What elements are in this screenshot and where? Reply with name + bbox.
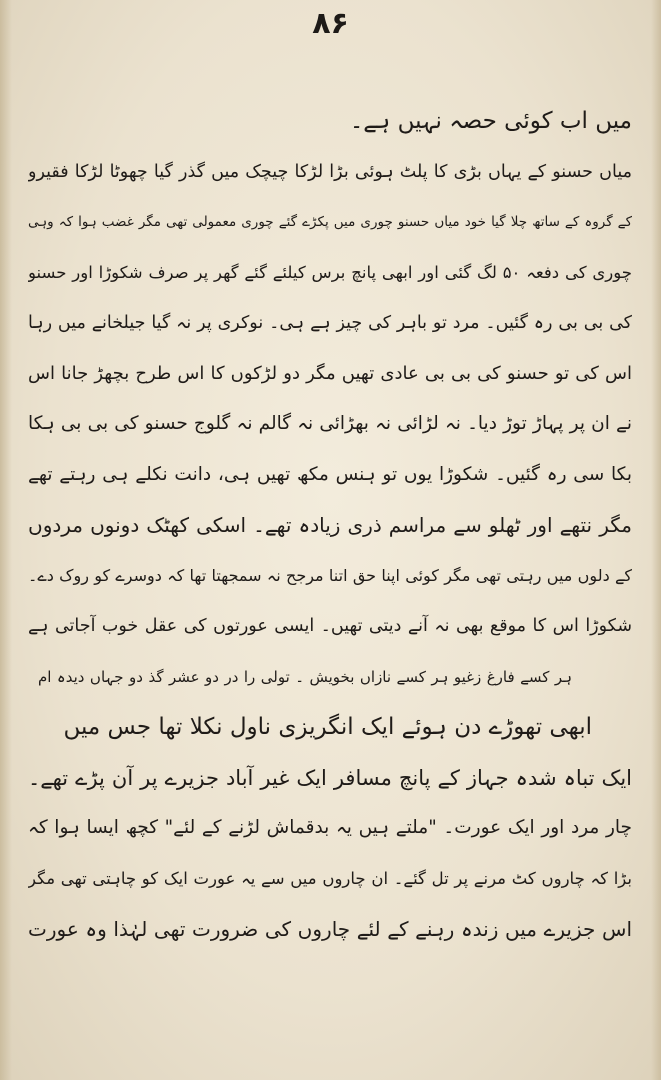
text-line: میاں حسنو کے یہاں بڑی کا پلٹ ہوئی بڑا لڑکا چیچک میں گذر گیا چھوٹا لڑکا فقیرو [28,161,632,182]
text-line: کی بی بی رہ گئیں۔ مرد تو باہر کی چیز ہے ہی۔ نوکری پر نہ گیا جیلخانے میں رہا [28,313,632,333]
text-line: شکوڑا اس کا موقع بھی نہ آنے دیتی تھیں۔ ایسی عورتوں کی عقل خوب آجاتی ہے [28,616,632,636]
text-line: ایک تباہ شدہ جہاز کے پانچ مسافر ایک غیر آباد جزیرے پر آن پڑے تھے۔ [28,765,632,790]
page-number: ۸۶ [312,6,349,41]
urdu-text-block [28,96,632,955]
text-line: میں اب کوئی حصہ نہیں ہے۔ [349,108,632,134]
text-line: بکا سی رہ گئیں۔ شکوڑا یوں تو ہنس مکھ تھیں ہی، دانت نکلے ہی رہتے تھے [28,463,632,485]
text-line: ابھی تھوڑے دن ہوئے ایک انگریزی ناول نکلا تھا جس میں [63,714,592,740]
text-line: چوری کی دفعہ ۵۰ لگ گئی اور ابھی پانچ برس کیلئے گئے گھر پر صرف شکوڑا اور حسنو [28,262,632,282]
text-line: نے ان پر پہاڑ توڑ دیا۔ نہ لڑائی نہ بھڑائی نہ گالم نہ گلوج حسنو کی بی بی ہکا [28,413,632,434]
text-line: کے دلوں میں رہتی تھی مگر کوئی اپنا حق اتنا مرجح نہ سمجھتا تھا کہ دوسرے کو روک دے۔ [28,565,632,585]
text-line: اس جزیرے میں زندہ رہنے کے لئے چاروں کی ضرورت تھی لہٰذا وہ عورت [28,917,632,941]
verse-line: ہر کسے فارغ زغیو ہر کسے نازاں بخویش ۔ تولی را در دو عشر گذ دو جہاں دیدہ ام [38,667,572,686]
text-line: اس کی تو حسنو کی بی بی عادی تھیں مگر دو لڑکوں کا اس طرح بچھڑ جانا اس [28,362,632,384]
text-line: مگر نتھے اور ٹھلو سے مراسم ذری زیادہ تھے۔ اسکی کھٹک دونوں مردوں [28,513,632,537]
page-edge-shadow-left [0,0,12,1080]
text-line: چار مرد اور ایک عورت۔ "ملتے ہیں یہ بدقماش لڑنے کے لئے" کچھ ایسا ہوا کہ [28,817,632,838]
text-line: بڑا کہ چاروں کٹ مرنے پر تل گئے۔ ان چاروں میں سے یہ عورت ایک کو چاہتی تھی مگر [28,868,632,888]
page-edge-shadow-right [651,0,661,1080]
text-line: کے گروہ کے ساتھ چلا گیا خود میاں حسنو چوری میں پکڑے گئے چوری معمولی تھی مگر غضب ہوا کہ وہی [28,214,632,230]
